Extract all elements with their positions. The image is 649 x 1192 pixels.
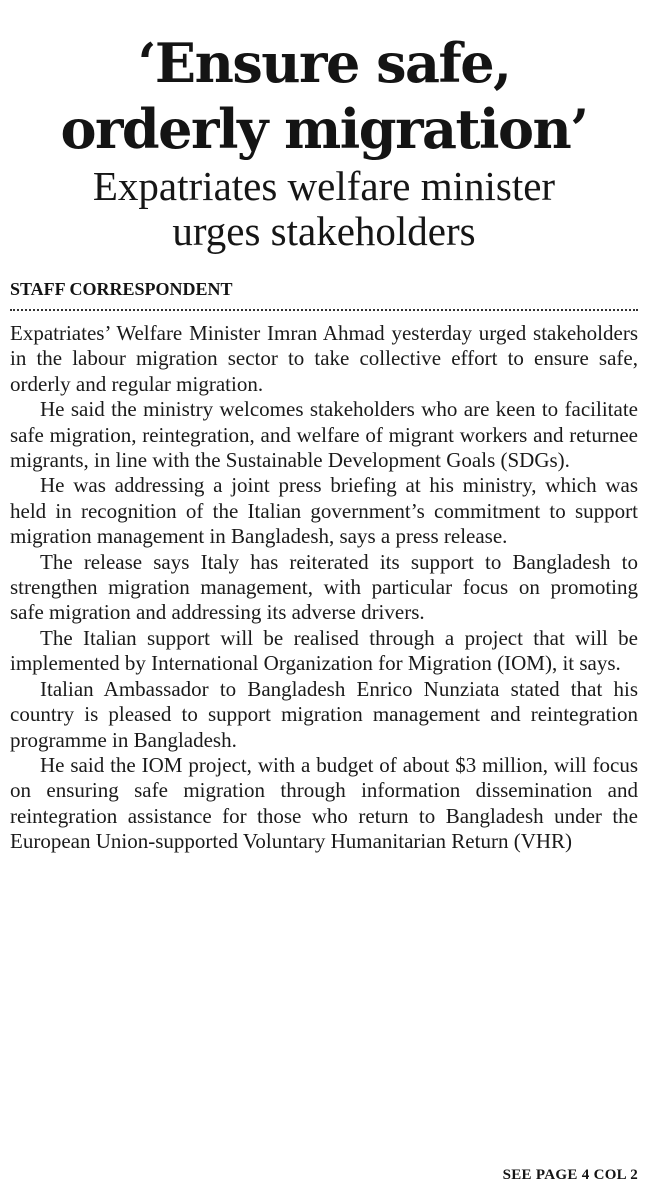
headline-line-1: ‘Ensure safe, [137,31,511,95]
subheadline [10,164,638,254]
news-article [10,0,638,1192]
byline: STAFF CORRESPONDENT [10,279,233,299]
paragraph-2: He said the ministry welcomes stakeholders who are keen to facilitate safe migration, reintegration, and welfare of migrant workers and returnee migrants, in line with the Sustainable Development Goals (SDGs). [10,397,638,473]
paragraph-1: Expatriates’ Welfare Minister Imran Ahmad yesterday urged stakeholders in the labour migration sector to take collective effort to ensure safe, orderly and regular migration. [10,321,638,396]
article-body [10,321,638,855]
headline-line-2: orderly migration’ [60,97,588,161]
paragraph-5: The Italian support will be realised through a project that will be implemented by International Organization for Migration (IOM), it says. [10,625,638,676]
dotted-divider [10,309,638,311]
subheadline-line-1: Expatriates welfare minister [92,163,556,209]
paragraph-6: Italian Ambassador to Bangladesh Enrico Nunziata stated that his country is pleased to support migration management and reintegration programme in Bangladesh. [10,676,638,752]
paragraph-3: He was addressing a joint press briefing at his ministry, which was held in recognition of the Italian government’s commitment to support migration management in Bangladesh, says a press release. [10,473,638,549]
subheadline-line-2: urges stakeholders [172,208,476,254]
headline [10,30,638,162]
continuation-jump-label: SEE PAGE 4 COL 2 [502,1167,638,1183]
paragraph-4: The release says Italy has reiterated its support to Bangladesh to strengthen migration management, with particular focus on promoting safe migration and addressing its adverse drivers. [10,549,638,625]
paragraph-7: He said the IOM project, with a budget of about $3 million, will focus on ensuring safe migration through information dissemination and reintegration assistance for those who return to Bangladesh under the European Union-supported Voluntary Humanitarian Return (VHR) [10,752,638,854]
